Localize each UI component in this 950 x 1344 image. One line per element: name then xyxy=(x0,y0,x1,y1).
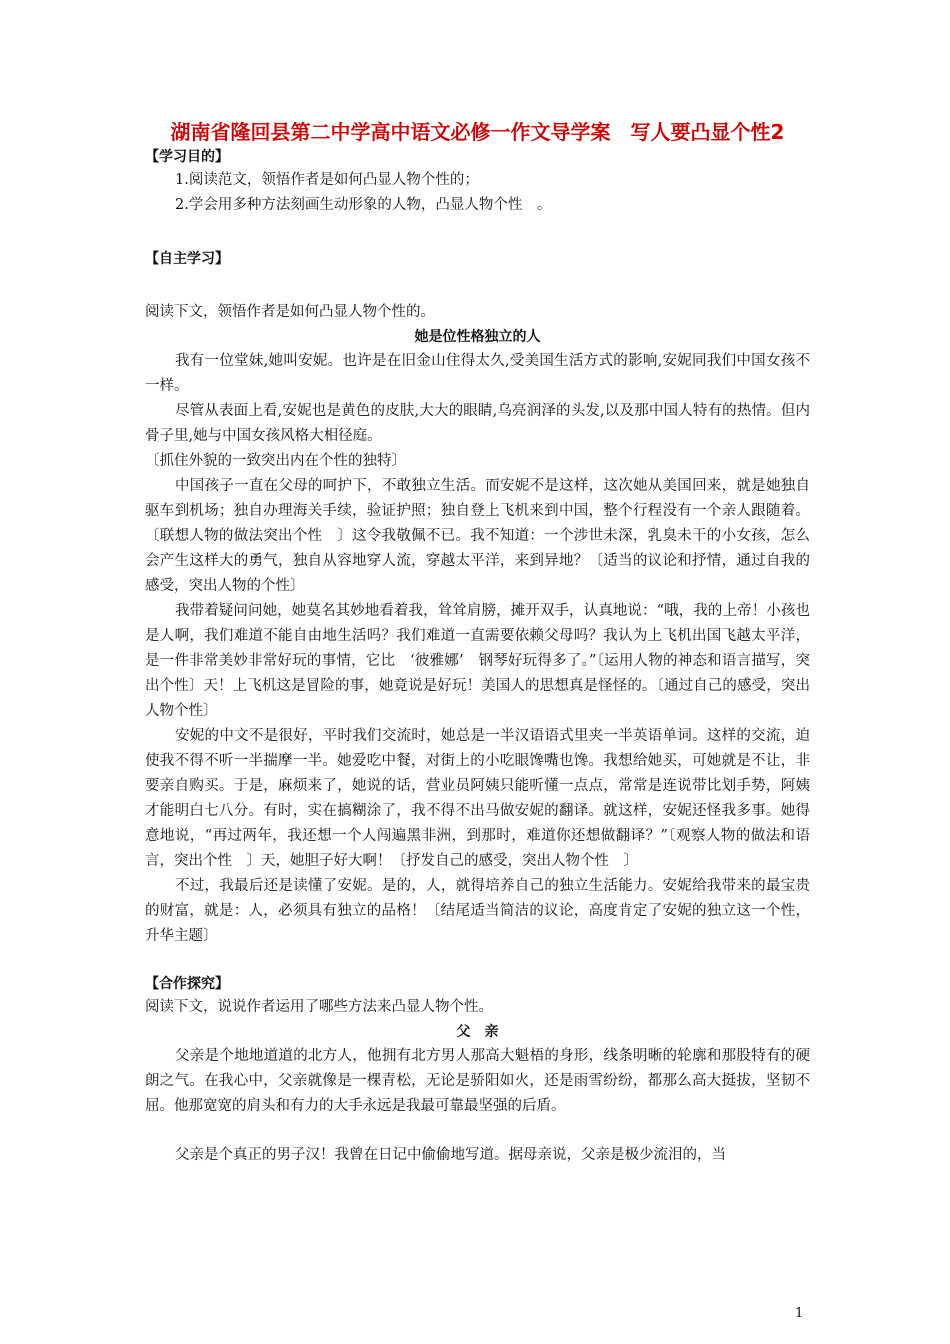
self-study-heading: 【自主学习】 xyxy=(145,251,229,267)
spacer xyxy=(145,218,810,248)
article1-paragraph-2: 尽管从表面上看,安妮也是黄色的皮肤,大大的眼睛,乌亮润泽的头发,以及那中国人特有的热情。但内骨子里,她与中国女孩风格大相径庭。 xyxy=(145,403,810,444)
page-title: 湖南省隆回县第二中学高中语文必修一作文导学案 写人要凸显个性2 xyxy=(170,120,785,144)
document-content xyxy=(145,118,810,1168)
goal-item-1: 1.阅读范文，领悟作者是如何凸显人物个性的； xyxy=(175,172,479,188)
article-title-1: 她是位性格独立的人 xyxy=(414,329,541,345)
article1-paragraph-4: 我带着疑问问她，她莫名其妙地看着我，耸耸肩膀，摊开双手，认真地说：“哦，我的上帝！小孩也是人啊，我们难道不能自由地生活吗？我们难道一直需要依赖父母吗？我认为上飞机出国飞越太平洋，是一件非常美妙非常好玩的事情，它比 ‘彼雅娜’ 钢琴好玩得多了。”〔运用人物的神态和语言描写，突出个性〕天！上飞机这是冒险的事，她竟说是好玩！美国人的思想真是怪怪的。〔通过自己的感受，突出人物个性〕 xyxy=(145,603,810,719)
article1-paragraph-1: 我有一位堂妹,她叫安妮。也许是在旧金山住得太久,受美国生活方式的影响,安妮同我们中国女孩不一样。 xyxy=(145,353,810,394)
self-study-intro: 阅读下文，领悟作者是如何凸显人物个性的。 xyxy=(145,304,435,320)
article1-paragraph-6: 不过，我最后还是读懂了安妮。是的，人，就得培养自己的独立生活能力。安妮给我带来的最宝贵的财富，就是：人，必须具有独立的品格！〔结尾适当简洁的议论，高度肯定了安妮的独立这一个性，升华主题〕 xyxy=(145,878,810,944)
coop-heading: 【合作探究】 xyxy=(145,976,229,992)
goals-heading: 【学习目的】 xyxy=(145,149,229,165)
article2-paragraph-1: 父亲是个地地道道的北方人，他拥有北方男人那高大魁梧的身形，线条明晰的轮廓和那股特有的硬朗之气。在我心中，父亲就像是一棵青松，无论是骄阳如火，还是雨雪纷纷，都那么高大挺拔，坚韧不屈。他那宽宽的肩头和有力的大手永远是我最可靠最坚强的后盾。 xyxy=(145,1048,810,1114)
spacer xyxy=(145,270,810,300)
article1-paragraph-5: 安妮的中文不是很好，平时我们交流时，她总是一半汉语语式里夹一半英语单词。这样的交流，迫使我不得不听一半揣摩一半。她爱吃中餐，对街上的小吃眼馋嘴也馋。我想给她买，可她就是不让，非要亲自购买。于是，麻烦来了，她说的话，营业员阿姨只能听懂一点点，常常是连说带比划手势，阿姨才能明白七八分。有时，实在搞糊涂了，我不得不出马做安妮的翻译。就这样，安妮还怪我多事。她得意地说，“再过两年，我还想一个人闯遍黑非洲，到那时，难道你还想做翻译？”〔观察人物的做法和语言，突出个性 〕天，她胆子好大啊！〔抒发自己的感受，突出人物个性 〕 xyxy=(145,728,810,869)
spacer xyxy=(145,949,810,973)
page-number: 1 xyxy=(795,1306,804,1321)
article1-annotation: 〔抓住外貌的一致突出内在个性的独特〕 xyxy=(145,453,406,469)
article2-paragraph-2: 父亲是个真正的男子汉！我曾在日记中偷偷地写道。据母亲说，父亲是极少流泪的，当 xyxy=(175,1147,726,1163)
article1-paragraph-3: 中国孩子一直在父母的呵护下，不敢独立生活。而安妮不是这样，这次她从美国回来，就是她独自驱车到机场；独自办理海关手续，验证护照；独自登上飞机来到中国，整个行程没有一个亲人跟随着。〔联想人物的做法突出个性 〕这令我敬佩不已。我不知道：一个涉世未深，乳臭未干的小女孩，怎么会产生这样大的勇气，独自从容地穿人流，穿越太平洋，来到异地？〔适当的议论和抒情，通过自我的感受，突出人物的个性〕 xyxy=(145,478,810,594)
spacer xyxy=(145,1119,810,1143)
goal-item-2: 2.学会用多种方法刻画生动形象的人物，凸显人物个性 。 xyxy=(175,197,552,213)
coop-intro: 阅读下文，说说作者运用了哪些方法来凸显人物个性。 xyxy=(145,999,493,1015)
article-title-2: 父 亲 xyxy=(456,1024,499,1040)
